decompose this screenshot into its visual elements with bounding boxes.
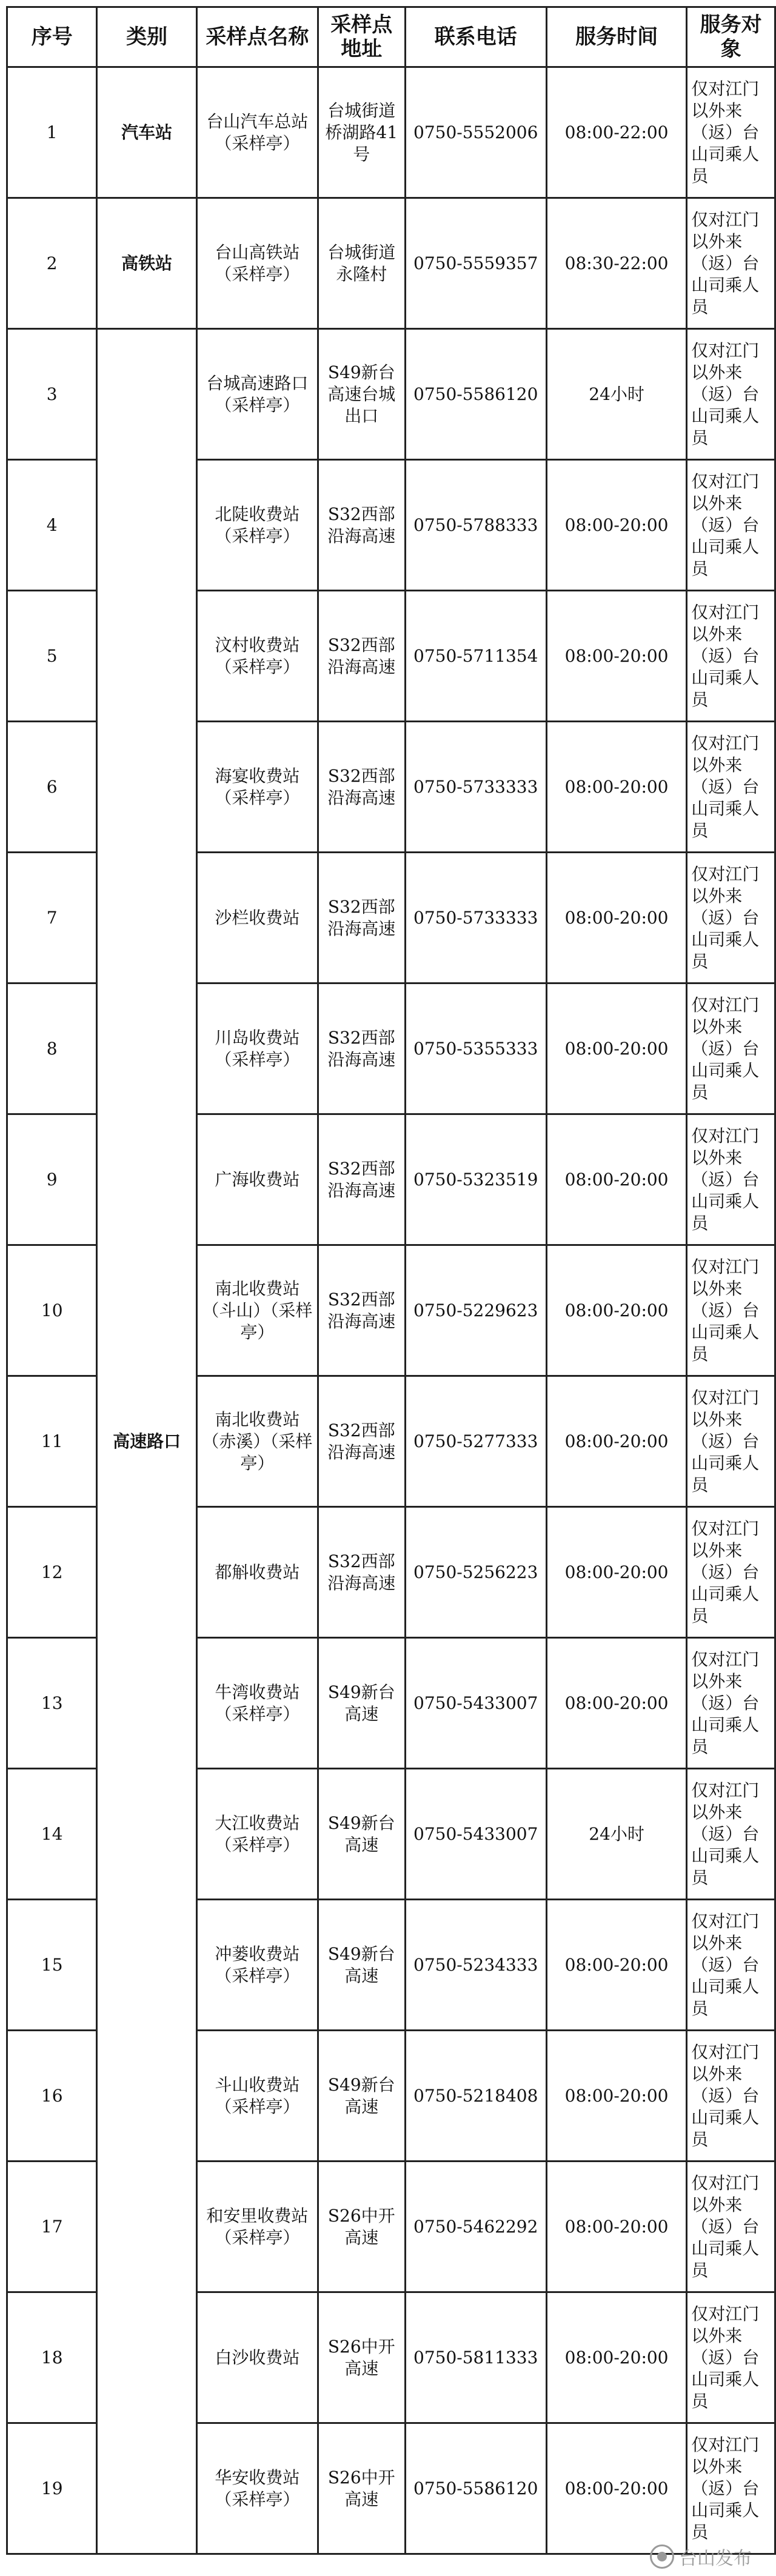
header-phone: 联系电话 [405,7,546,67]
service-target-cell: 仅对江门以外来（返）台山司乘人员 [687,2162,775,2292]
address-cell: S32西部沿海高速 [318,1507,405,1638]
hours-cell: 08:00-20:00 [546,1900,686,2031]
hours-cell: 08:00-20:00 [546,983,686,1114]
service-target-cell: 仅对江门以外来（返）台山司乘人员 [687,983,775,1114]
address-cell: S32西部沿海高速 [318,1245,405,1376]
phone-cell: 0750-5733333 [405,853,546,983]
site-name-cell: 牛湾收费站（采样亭） [196,1638,318,1769]
category-cell: 高速路口 [97,329,196,2554]
address-cell: S32西部沿海高速 [318,1376,405,1507]
phone-cell: 0750-5462292 [405,2162,546,2292]
hours-cell: 08:00-20:00 [546,1376,686,1507]
address-cell: S26中开高速 [318,2423,405,2554]
address-cell: S49新台高速 [318,1638,405,1769]
phone-cell: 0750-5586120 [405,2423,546,2554]
row-index-cell: 12 [7,1507,97,1638]
site-name-cell: 大江收费站（采样亭） [196,1769,318,1900]
hours-cell: 08:30-22:00 [546,198,686,329]
row-index-cell: 14 [7,1769,97,1900]
table-row [7,329,775,460]
phone-cell: 0750-5552006 [405,67,546,198]
address-cell: S32西部沿海高速 [318,983,405,1114]
service-target-cell: 仅对江门以外来（返）台山司乘人员 [687,1114,775,1245]
site-name-cell: 南北收费站（斗山）（采样亭） [196,1245,318,1376]
service-target-cell: 仅对江门以外来（返）台山司乘人员 [687,1769,775,1900]
wechat-logo-icon [650,2544,674,2569]
address-cell: 台城街道永隆村 [318,198,405,329]
service-target-cell: 仅对江门以外来（返）台山司乘人员 [687,1245,775,1376]
header-address: 采样点地址 [318,7,405,67]
header-target: 服务对象 [687,7,775,67]
sampling-sites-table [6,6,776,2555]
site-name-cell: 斗山收费站（采样亭） [196,2031,318,2162]
phone-cell: 0750-5586120 [405,329,546,460]
hours-cell: 08:00-20:00 [546,591,686,722]
row-index-cell: 16 [7,2031,97,2162]
row-index-cell: 6 [7,722,97,853]
row-index-cell: 7 [7,853,97,983]
phone-cell: 0750-5733333 [405,722,546,853]
category-cell: 汽车站 [97,67,196,198]
site-name-cell: 白沙收费站 [196,2292,318,2423]
service-target-cell: 仅对江门以外来（返）台山司乘人员 [687,1900,775,2031]
service-target-cell: 仅对江门以外来（返）台山司乘人员 [687,329,775,460]
category-cell: 高铁站 [97,198,196,329]
row-index-cell: 8 [7,983,97,1114]
service-target-cell: 仅对江门以外来（返）台山司乘人员 [687,198,775,329]
address-cell: S32西部沿海高速 [318,722,405,853]
phone-cell: 0750-5218408 [405,2031,546,2162]
hours-cell: 08:00-20:00 [546,2031,686,2162]
address-cell: S49新台高速 [318,2031,405,2162]
row-index-cell: 15 [7,1900,97,2031]
address-cell: S49新台高速 [318,1900,405,2031]
service-target-cell: 仅对江门以外来（返）台山司乘人员 [687,722,775,853]
hours-cell: 08:00-20:00 [546,460,686,591]
row-index-cell: 17 [7,2162,97,2292]
row-index-cell: 4 [7,460,97,591]
hours-cell: 08:00-20:00 [546,1507,686,1638]
site-name-cell: 南北收费站（赤溪）（采样亭） [196,1376,318,1507]
hours-cell: 08:00-20:00 [546,1638,686,1769]
address-cell: S26中开高速 [318,2162,405,2292]
header-site-name: 采样点名称 [196,7,318,67]
service-target-cell: 仅对江门以外来（返）台山司乘人员 [687,2423,775,2554]
phone-cell: 0750-5256223 [405,1507,546,1638]
phone-cell: 0750-5433007 [405,1769,546,1900]
address-cell: S32西部沿海高速 [318,853,405,983]
hours-cell: 08:00-20:00 [546,2423,686,2554]
header-index: 序号 [7,7,97,67]
watermark-text: 台山发布 [679,2548,752,2569]
hours-cell: 08:00-22:00 [546,67,686,198]
header-row [7,7,775,67]
row-index-cell: 9 [7,1114,97,1245]
site-name-cell: 台山高铁站（采样亭） [196,198,318,329]
site-name-cell: 华安收费站（采样亭） [196,2423,318,2554]
row-index-cell: 11 [7,1376,97,1507]
site-name-cell: 北陡收费站（采样亭） [196,460,318,591]
header-category: 类别 [97,7,196,67]
hours-cell: 08:00-20:00 [546,2292,686,2423]
row-index-cell: 3 [7,329,97,460]
site-name-cell: 川岛收费站（采样亭） [196,983,318,1114]
phone-cell: 0750-5559357 [405,198,546,329]
hours-cell: 08:00-20:00 [546,1114,686,1245]
phone-cell: 0750-5811333 [405,2292,546,2423]
site-name-cell: 广海收费站 [196,1114,318,1245]
phone-cell: 0750-5788333 [405,460,546,591]
hours-cell: 08:00-20:00 [546,2162,686,2292]
hours-cell: 24小时 [546,329,686,460]
row-index-cell: 10 [7,1245,97,1376]
site-name-cell: 台城高速路口（采样亭） [196,329,318,460]
address-cell: S32西部沿海高速 [318,460,405,591]
address-cell: S49新台高速 [318,1769,405,1900]
service-target-cell: 仅对江门以外来（返）台山司乘人员 [687,2292,775,2423]
hours-cell: 24小时 [546,1769,686,1900]
row-index-cell: 2 [7,198,97,329]
service-target-cell: 仅对江门以外来（返）台山司乘人员 [687,67,775,198]
row-index-cell: 19 [7,2423,97,2554]
phone-cell: 0750-5323519 [405,1114,546,1245]
phone-cell: 0750-5355333 [405,983,546,1114]
service-target-cell: 仅对江门以外来（返）台山司乘人员 [687,591,775,722]
row-index-cell: 13 [7,1638,97,1769]
row-index-cell: 18 [7,2292,97,2423]
phone-cell: 0750-5433007 [405,1638,546,1769]
service-target-cell: 仅对江门以外来（返）台山司乘人员 [687,1376,775,1507]
header-hours: 服务时间 [546,7,686,67]
phone-cell: 0750-5711354 [405,591,546,722]
phone-cell: 0750-5229623 [405,1245,546,1376]
table-row [7,198,775,329]
phone-cell: 0750-5234333 [405,1900,546,2031]
table-row [7,67,775,198]
hours-cell: 08:00-20:00 [546,1245,686,1376]
address-cell: 台城街道桥湖路41号 [318,67,405,198]
row-index-cell: 1 [7,67,97,198]
service-target-cell: 仅对江门以外来（返）台山司乘人员 [687,1507,775,1638]
row-index-cell: 5 [7,591,97,722]
service-target-cell: 仅对江门以外来（返）台山司乘人员 [687,853,775,983]
service-target-cell: 仅对江门以外来（返）台山司乘人员 [687,2031,775,2162]
site-name-cell: 都斛收费站 [196,1507,318,1638]
site-name-cell: 冲蒌收费站（采样亭） [196,1900,318,2031]
watermark [650,2543,752,2570]
service-target-cell: 仅对江门以外来（返）台山司乘人员 [687,1638,775,1769]
hours-cell: 08:00-20:00 [546,722,686,853]
site-name-cell: 海宴收费站（采样亭） [196,722,318,853]
site-name-cell: 台山汽车总站（采样亭） [196,67,318,198]
address-cell: S32西部沿海高速 [318,1114,405,1245]
address-cell: S49新台高速台城出口 [318,329,405,460]
phone-cell: 0750-5277333 [405,1376,546,1507]
hours-cell: 08:00-20:00 [546,853,686,983]
address-cell: S26中开高速 [318,2292,405,2423]
address-cell: S32西部沿海高速 [318,591,405,722]
site-name-cell: 汶村收费站（采样亭） [196,591,318,722]
service-target-cell: 仅对江门以外来（返）台山司乘人员 [687,460,775,591]
site-name-cell: 和安里收费站（采样亭） [196,2162,318,2292]
site-name-cell: 沙栏收费站 [196,853,318,983]
